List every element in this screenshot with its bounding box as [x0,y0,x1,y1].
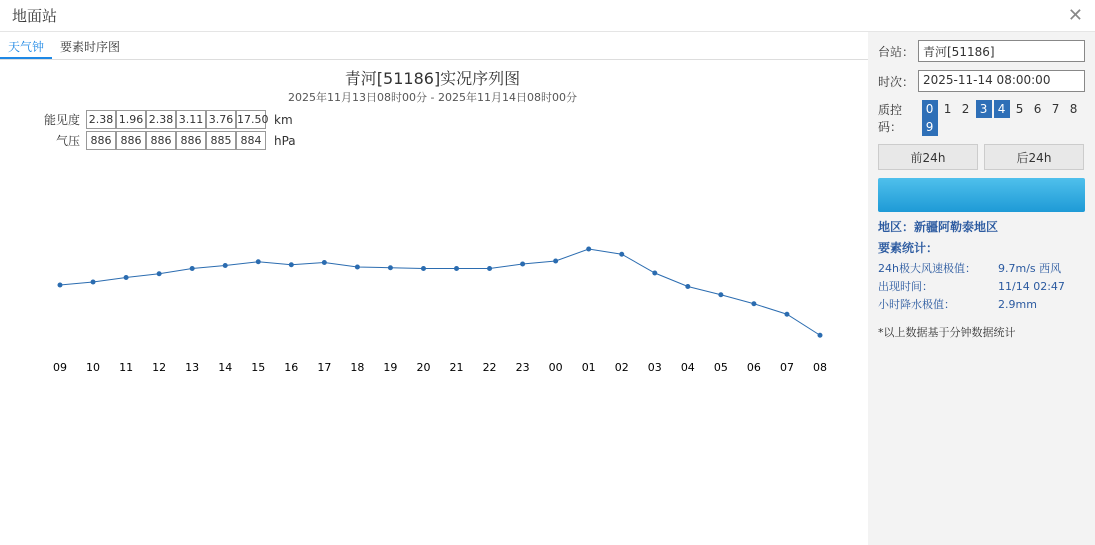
grid-cell: 884 [236,131,266,150]
grid-cell: 2.38 [146,110,176,129]
temperature-point [784,312,789,317]
qc-code-button[interactable]: 3 [976,100,992,118]
temperature-point [751,301,756,306]
temperature-point [58,283,63,288]
temperature-point [586,247,591,252]
temperature-line [60,249,820,335]
x-tick-label: 20 [416,361,431,374]
grid-row-label: 能见度 [43,113,80,127]
title-bar [0,0,1095,32]
temperature-point [454,266,459,271]
chart-subtitle: 2025年11月13日08时00分 - 2025年11月14日08时00分 [288,91,577,104]
x-tick-label: 10 [86,361,101,374]
x-tick-label: 01 [581,361,596,374]
tab-weather-clock[interactable]: 天气钟 [0,32,52,59]
stat-value: 2.9mm [998,298,1037,311]
temperature-point [652,271,657,276]
tab-element-series[interactable]: 要素时序图 [60,40,121,54]
x-tick-label: 19 [383,361,398,374]
stat-key: 出现时间： [878,280,933,293]
qc-code-button[interactable]: 4 [994,100,1010,118]
time-row [878,70,1085,92]
qc-label: 质控码： [878,103,903,134]
grid-row-label: 气压 [55,134,80,148]
x-tick-label: 22 [482,361,497,374]
temperature-point [190,266,195,271]
qc-code-button[interactable]: 5 [1015,102,1024,116]
search-button[interactable] [878,178,1085,212]
temperature-point [157,271,162,276]
x-tick-label: 15 [251,361,266,374]
qc-code-button[interactable]: 9 [922,118,938,136]
temperature-point [487,266,492,271]
grid-cell: 2.38 [86,110,116,129]
grid-cell: 3.11 [176,110,206,129]
qc-code-button[interactable]: 0 [922,100,938,118]
x-tick-label: 08 [813,361,827,374]
temperature-point [421,266,426,271]
temperature-point [553,259,558,264]
stats-title: 要素统计： [878,241,939,255]
x-tick-label: 02 [614,361,629,374]
x-tick-label: 23 [515,361,530,374]
grid-cells [86,110,269,129]
x-tick-label: 21 [449,361,464,374]
qc-codes [922,100,1085,136]
element-grid [10,109,865,151]
x-tick-label: 18 [350,361,365,374]
station-row [878,40,1085,62]
prev-24h-button[interactable]: 前24h [878,144,978,170]
stat-value: 9.7m/s 西风 [998,262,1062,275]
temperature-point [619,252,624,257]
x-tick-label: 06 [746,361,761,374]
footnote: *以上数据基于分钟数据统计 [878,326,1016,339]
x-tick-label: 14 [218,361,233,374]
temperature-point [289,262,294,267]
x-tick-label: 05 [713,361,728,374]
grid-cell: 3.76 [206,110,236,129]
qc-code-button[interactable]: 8 [1069,102,1078,116]
x-tick-label: 17 [317,361,332,374]
time-label: 时次： [878,74,915,89]
station-label: 台站： [878,44,915,59]
window-title: 地面站 [12,7,58,25]
grid-row [10,130,865,151]
grid-cell: 17.50 [236,110,266,129]
stat-row [878,278,1085,296]
main-panel [0,60,865,384]
grid-unit: km [274,112,293,127]
x-tick-label: 16 [284,361,299,374]
qc-code-button[interactable]: 7 [1051,102,1060,116]
x-tick-label: 09 [53,361,67,374]
chart-title: 青河[51186]实况序列图 [344,69,521,88]
time-input[interactable]: 2025-11-14 08:00:00 [918,70,1085,92]
temperature-point [718,292,723,297]
temperature-point [685,284,690,289]
grid-cells [86,131,266,150]
x-tick-label: 13 [185,361,200,374]
close-icon[interactable]: ✕ [1067,5,1083,26]
station-input[interactable]: 青河[51186] [918,40,1085,62]
x-tick-label: 12 [152,361,167,374]
qc-code-button[interactable]: 6 [1033,102,1042,116]
grid-cell: 886 [176,131,206,150]
qc-code-button[interactable]: 1 [943,102,952,116]
stat-value: 11/14 02:47 [998,280,1065,293]
qc-code-button[interactable]: 2 [961,102,970,116]
nav-row [878,144,1085,170]
stat-key: 24h极大风速极值： [878,262,976,275]
sidebar [868,32,1095,545]
grid-cell: 885 [206,131,236,150]
stat-row [878,260,1085,278]
temperature-point [520,262,525,267]
grid-cell: 886 [86,131,116,150]
grid-row [10,109,865,130]
region-text: 地区：新疆阿勒泰地区 [878,220,999,234]
temperature-point [355,265,360,270]
temperature-point [256,259,261,264]
temperature-point [388,265,393,270]
grid-cell: 886 [116,131,146,150]
temperature-point [124,275,129,280]
temperature-chart [20,161,850,381]
grid-unit: hPa [274,133,296,148]
grid-cell: 1.96 [116,110,146,129]
stat-row [878,296,1085,314]
x-tick-label: 11 [119,361,134,374]
next-24h-button[interactable]: 后24h [984,144,1084,170]
x-tick-label: 07 [779,361,794,374]
grid-cell: 886 [146,131,176,150]
temperature-point [322,260,327,265]
temperature-point [818,333,823,338]
stat-key: 小时降水极值： [878,298,955,311]
qc-row [878,100,1085,136]
temperature-point [223,263,228,268]
x-tick-label: 04 [680,361,695,374]
x-tick-label: 00 [548,361,563,374]
x-tick-label: 03 [647,361,662,374]
temperature-point [91,280,96,285]
